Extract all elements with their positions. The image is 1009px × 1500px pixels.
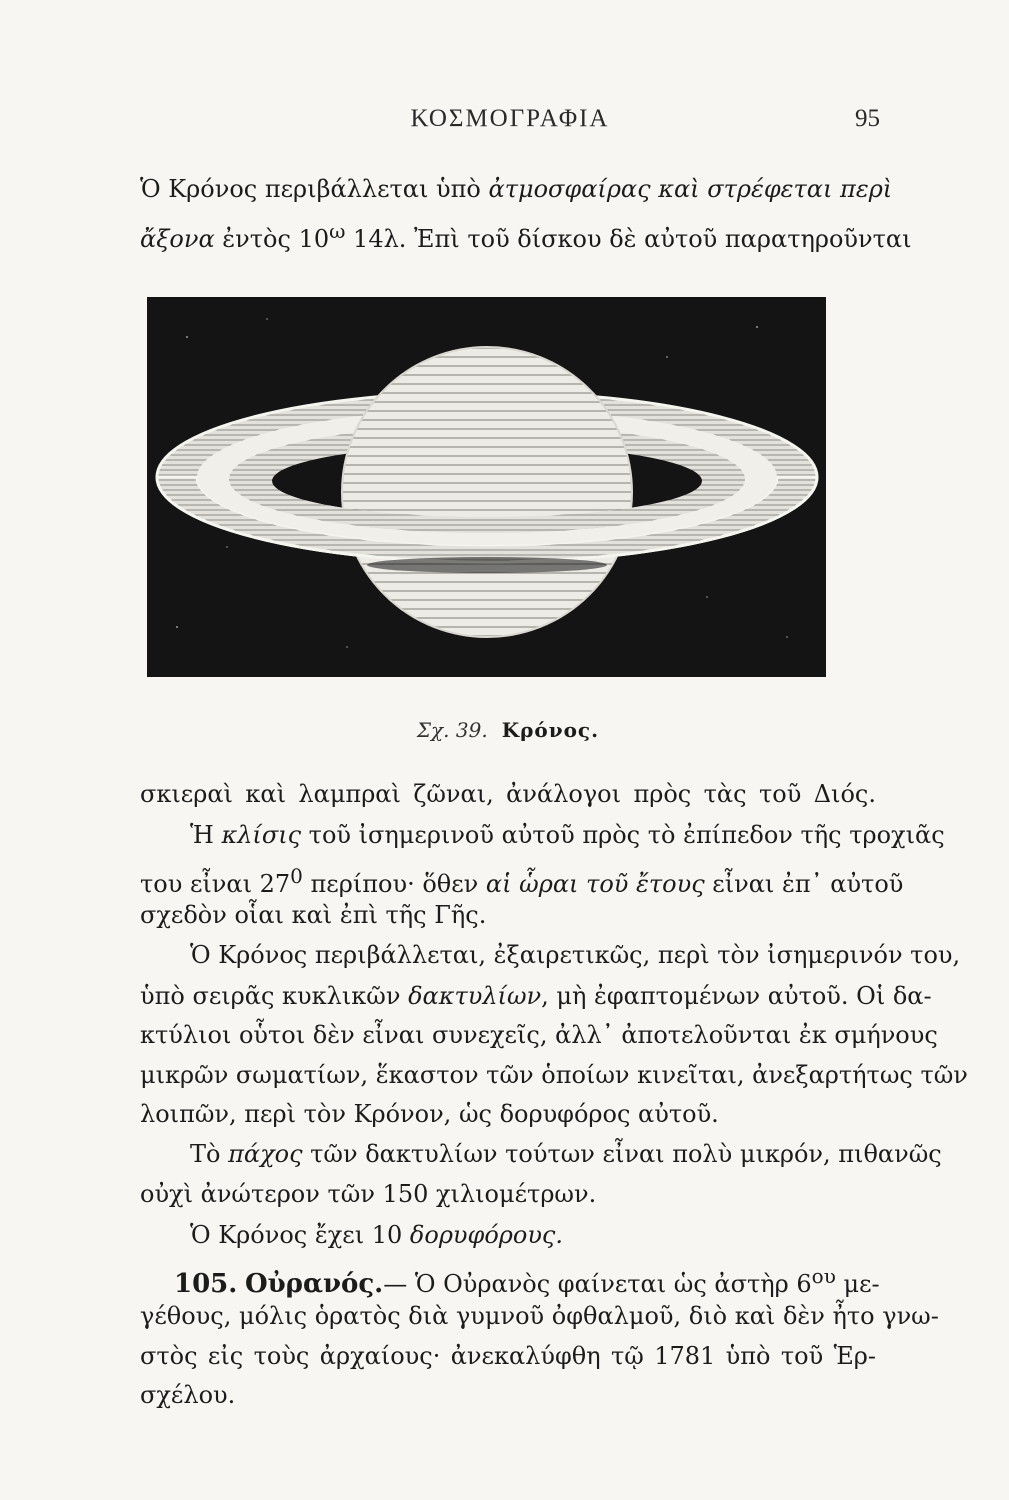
page-header bbox=[140, 105, 880, 145]
text-run: σχέλου. bbox=[140, 1381, 236, 1409]
text-run: τῶν δακτυλίων τούτων εἶναι πολὺ μικρόν, πιθανῶς bbox=[302, 1140, 942, 1168]
body-line-11 bbox=[140, 1177, 876, 1211]
italic-run: δορυφόρους. bbox=[409, 1221, 563, 1249]
italic-run: δακτυλίων bbox=[408, 982, 542, 1010]
superscript: 0 bbox=[290, 864, 303, 888]
body-line-8 bbox=[140, 1058, 968, 1092]
superscript: ω bbox=[329, 219, 346, 243]
body-line-15 bbox=[140, 1339, 876, 1373]
text-run: Ὁ Κρόνος περιβάλλεται, ἐξαιρετικῶς, περὶ τὸν ἰσημερινόν του, bbox=[190, 941, 961, 969]
body-line-12 bbox=[140, 1218, 876, 1252]
text-run: γέθους, μόλις ὁρατὸς διὰ γυμνοῦ ὀφθαλμοῦ, διὸ καὶ δὲν ἦτο γνω- bbox=[140, 1302, 939, 1330]
body-line-1 bbox=[140, 777, 876, 811]
text-run: τοῦ ἰσημερινοῦ αὐτοῦ πρὸς τὸ ἐπίπεδον τῆς τροχιᾶς bbox=[301, 821, 945, 849]
text-run: 14λ. Ἐπὶ τοῦ δίσκου δὲ αὐτοῦ παρατηροῦνται bbox=[345, 225, 912, 253]
italic-run: πάχος bbox=[228, 1140, 303, 1168]
body-line-13 bbox=[140, 1259, 880, 1301]
intro-line-2 bbox=[140, 214, 912, 256]
text-run: κτύλιοι οὗτοι δὲν εἶναι συνεχεῖς, ἀλλ᾽ ἀποτελοῦνται ἐκ σμήνους bbox=[140, 1021, 938, 1049]
body-line-9 bbox=[140, 1097, 876, 1131]
text-run: Ὁ Κρόνος ἔχει 10 bbox=[190, 1221, 410, 1249]
page-number: 95 bbox=[855, 105, 880, 132]
text-run: λοιπῶν, περὶ τὸν Κρόνον, ὡς δορυφόρος αὐτοῦ. bbox=[140, 1100, 719, 1128]
italic-run: ἀτμοσφαίρας καὶ στρέφεται περὶ bbox=[488, 175, 893, 203]
body-line-16 bbox=[140, 1378, 876, 1412]
intro-line-1 bbox=[140, 172, 893, 206]
text-run: μικρῶν σωματίων, ἕκαστον τῶν ὁποίων κινεῖται, ἀνεξαρτήτως τῶν bbox=[140, 1061, 968, 1089]
text-run: σκιεραὶ καὶ λαμπραὶ ζῶναι, ἀνάλογοι πρὸς τὰς τοῦ Διός. bbox=[140, 780, 876, 808]
text-run: , μὴ ἐφαπτομένων αὐτοῦ. Οἱ δα- bbox=[541, 982, 932, 1010]
body-line-10 bbox=[140, 1137, 942, 1171]
body-line-4 bbox=[140, 898, 876, 932]
body-line-6 bbox=[140, 979, 932, 1013]
text-run: ὑπὸ σειρᾶς κυκλικῶν bbox=[140, 982, 409, 1010]
saturn-illustration bbox=[147, 297, 826, 677]
body-line-2 bbox=[140, 818, 945, 852]
figure-title: Κρόνος. bbox=[501, 718, 600, 742]
italic-run: αἱ ὧραι τοῦ ἔτους bbox=[485, 870, 705, 898]
figure-caption bbox=[140, 718, 876, 742]
text-run: εἶναι ἐπ᾽ αὐτοῦ bbox=[704, 870, 904, 898]
saturn-globe bbox=[342, 347, 632, 637]
body-line-7 bbox=[140, 1018, 938, 1052]
text-run: με- bbox=[835, 1270, 880, 1298]
text-run: Τὸ bbox=[190, 1140, 229, 1168]
section-title: Οὐρανός. bbox=[244, 1269, 384, 1299]
text-run: οὐχὶ ἀνώτερον τῶν 150 χιλιομέτρων. bbox=[140, 1180, 597, 1208]
text-run: Ὁ Κρόνος περιβάλλεται ὑπὸ bbox=[140, 175, 489, 203]
text-run: στὸς εἰς τοὺς ἀρχαίους· ἀνεκαλύφθη τῷ 1781 ὑπὸ τοῦ Ἑρ- bbox=[140, 1342, 876, 1370]
text-run: σχεδὸν οἷαι καὶ ἐπὶ τῆς Γῆς. bbox=[140, 901, 487, 929]
italic-run: κλίσις bbox=[221, 821, 302, 849]
text-run: Ἡ bbox=[190, 821, 222, 849]
running-title: ΚΟΣΜΟΓΡΑΦΙΑ bbox=[410, 105, 610, 132]
text-run: περίπου· ὅθεν bbox=[302, 870, 486, 898]
superscript: ου bbox=[811, 1264, 836, 1288]
text-run: ἐντὸς 10 bbox=[214, 225, 330, 253]
italic-run: ἄξονα bbox=[140, 225, 215, 253]
figure-number: Σχ. 39. bbox=[416, 718, 488, 742]
saturn-engraving bbox=[147, 297, 826, 677]
section-number: 105. bbox=[174, 1269, 238, 1299]
body-line-3 bbox=[140, 859, 904, 901]
body-line-5 bbox=[140, 938, 961, 972]
text-run: του εἶναι 27 bbox=[140, 870, 291, 898]
body-line-14 bbox=[140, 1299, 939, 1333]
text-run: — Ὁ Οὐρανὸς φαίνεται ὡς ἀστὴρ 6 bbox=[383, 1270, 812, 1298]
